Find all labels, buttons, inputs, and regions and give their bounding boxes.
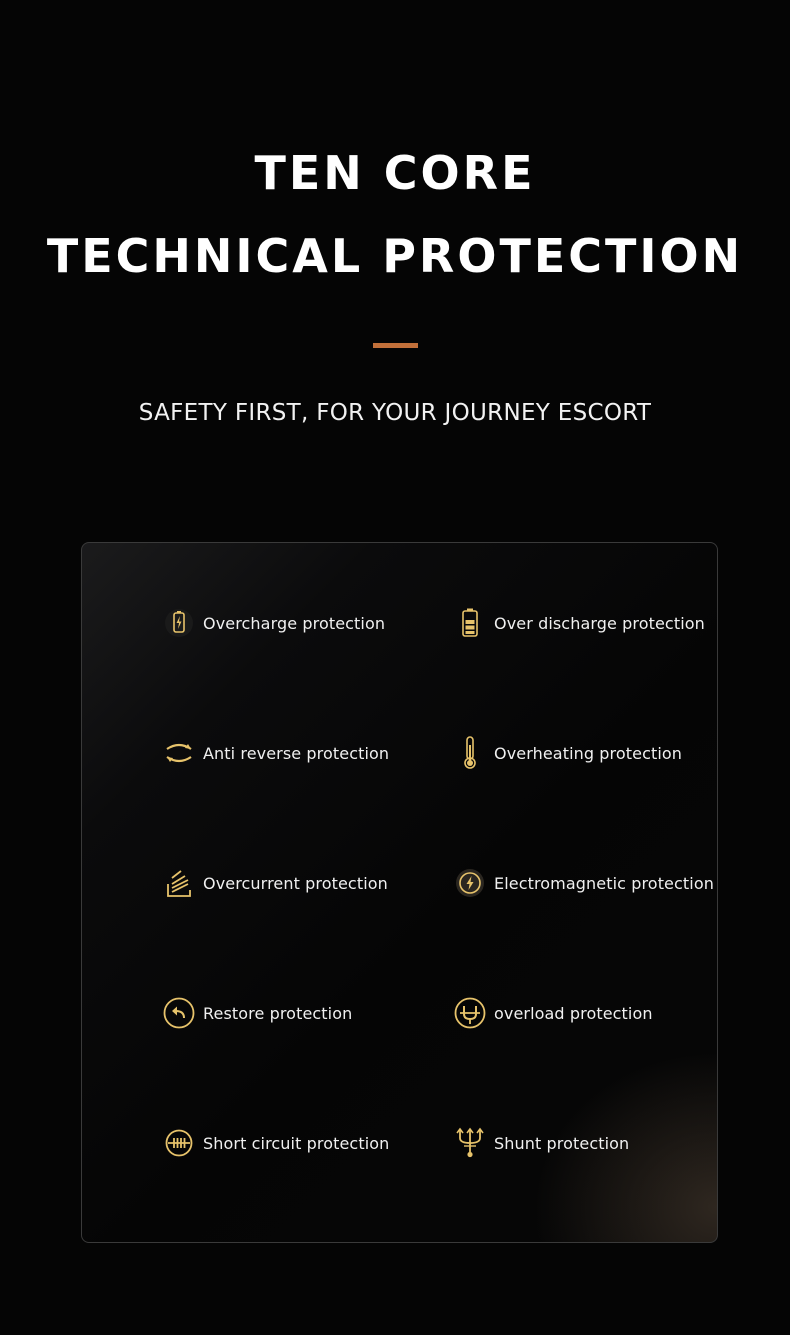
feature-electromagnetic-protection (453, 863, 714, 903)
feature-overheating-protection (453, 733, 682, 773)
thermometer-icon (453, 736, 487, 770)
accent-divider (373, 343, 418, 348)
feature-anti-reverse-protection (162, 733, 389, 773)
feature-label: Restore protection (203, 1003, 353, 1023)
feature-overcharge-protection (162, 603, 385, 643)
protection-features-panel (81, 542, 718, 1243)
feature-label: Overcharge protection (203, 613, 386, 633)
short-circuit-icon (162, 1126, 196, 1160)
feature-label: Electromagnetic protection (494, 873, 714, 893)
restore-arrow-icon (162, 996, 196, 1030)
feature-label: Short circuit protection (203, 1133, 390, 1153)
lightning-circle-icon (453, 866, 487, 900)
feature-over-discharge-protection (453, 603, 705, 643)
feature-shunt-protection (453, 1123, 629, 1163)
feature-label: Over discharge protection (494, 613, 705, 633)
feature-restore-protection (162, 993, 352, 1033)
battery-charge-icon (162, 606, 196, 640)
overload-gauge-icon (453, 996, 487, 1030)
feature-overload-protection (453, 993, 653, 1033)
feature-label: Overheating protection (494, 743, 683, 763)
page-title-line-1: TEN CORE (254, 146, 536, 200)
feature-label: Overcurrent protection (203, 873, 388, 893)
overcurrent-icon (162, 866, 196, 900)
reverse-arrows-icon (162, 736, 196, 770)
battery-level-icon (453, 606, 487, 640)
feature-overcurrent-protection (162, 863, 388, 903)
shunt-icon (453, 1126, 487, 1160)
page-title-line-2: TECHNICAL PROTECTION (46, 229, 744, 283)
feature-short-circuit-protection (162, 1123, 389, 1163)
feature-label: Shunt protection (494, 1133, 630, 1153)
feature-label: Anti reverse protection (203, 743, 390, 763)
feature-label: overload protection (494, 1003, 653, 1023)
page-subtitle: SAFETY FIRST, FOR YOUR JOURNEY ESCORT (138, 400, 652, 426)
